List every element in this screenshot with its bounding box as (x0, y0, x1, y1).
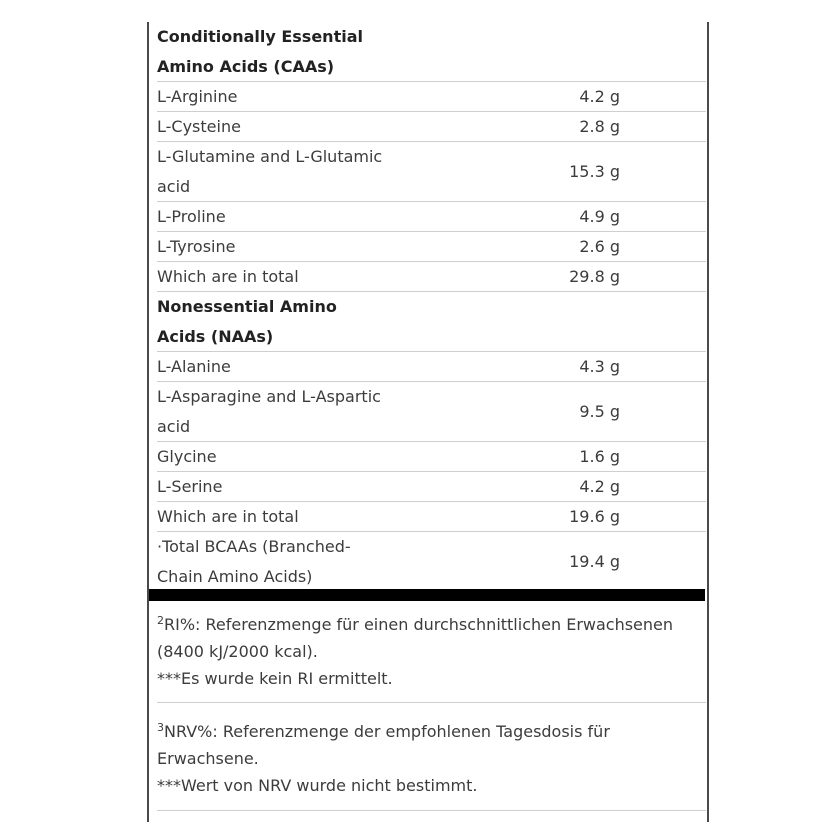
nutrition-panel (147, 22, 709, 822)
row-value: 4.2 g (579, 87, 620, 106)
table-row (157, 382, 706, 442)
amino-acid-table (157, 22, 706, 592)
row-value: 29.8 g (569, 267, 620, 286)
bcaa-row (157, 532, 706, 592)
row-label: L-Serine (157, 477, 223, 496)
row-label: L-Alanine (157, 357, 231, 376)
table-row (157, 112, 706, 142)
nrv-superscript: 3 (157, 721, 164, 734)
caa-heading-row (157, 22, 706, 82)
ri-text: RI%: Referenzmenge für einen durchschnittlichen Erwachsenen (8400 kJ/2000 kcal). (157, 615, 674, 661)
table-row (157, 352, 706, 382)
ri-note: ***Es wurde kein RI ermittelt. (157, 669, 393, 688)
row-label: L-Arginine (157, 87, 238, 106)
row-value: 4.2 g (579, 477, 620, 496)
nrv-footnote (157, 714, 697, 799)
row-label: L-Proline (157, 207, 226, 226)
divider (157, 810, 706, 811)
table-row (157, 472, 706, 502)
row-value: 19.4 g (569, 552, 620, 571)
table-row (157, 202, 706, 232)
row-label: Which are in total (157, 267, 299, 286)
table-row (157, 142, 706, 202)
caa-heading: Conditionally Essential Amino Acids (CAAs) (157, 27, 363, 76)
divider (157, 702, 706, 703)
row-value: 19.6 g (569, 507, 620, 526)
row-value: 4.3 g (579, 357, 620, 376)
total-row (157, 502, 706, 532)
ri-footnote (157, 607, 697, 692)
naa-heading: Nonessential Amino Acids (NAAs) (157, 297, 337, 346)
row-label: Which are in total (157, 507, 299, 526)
table-row (157, 232, 706, 262)
row-label: L-Asparagine and L-Aspartic acid (157, 387, 381, 436)
row-value: 1.6 g (579, 447, 620, 466)
table-row (157, 442, 706, 472)
total-row (157, 262, 706, 292)
table-row (157, 82, 706, 112)
row-value: 9.5 g (579, 402, 620, 421)
row-value: 2.6 g (579, 237, 620, 256)
row-label: ·Total BCAAs (Branched-Chain Amino Acids) (157, 537, 351, 586)
naa-heading-row (157, 292, 706, 352)
row-value: 2.8 g (579, 117, 620, 136)
nrv-note: ***Wert von NRV wurde nicht bestimmt. (157, 776, 478, 795)
row-label: Glycine (157, 447, 217, 466)
row-value: 4.9 g (579, 207, 620, 226)
row-label: L-Glutamine and L-Glutamic acid (157, 147, 383, 196)
table-end-divider (149, 589, 705, 601)
row-value: 15.3 g (569, 162, 620, 181)
row-label: L-Tyrosine (157, 237, 236, 256)
nrv-text: NRV%: Referenzmenge der empfohlenen Tagesdosis für Erwachsene. (157, 722, 610, 768)
ri-superscript: 2 (157, 614, 164, 627)
row-label: L-Cysteine (157, 117, 241, 136)
